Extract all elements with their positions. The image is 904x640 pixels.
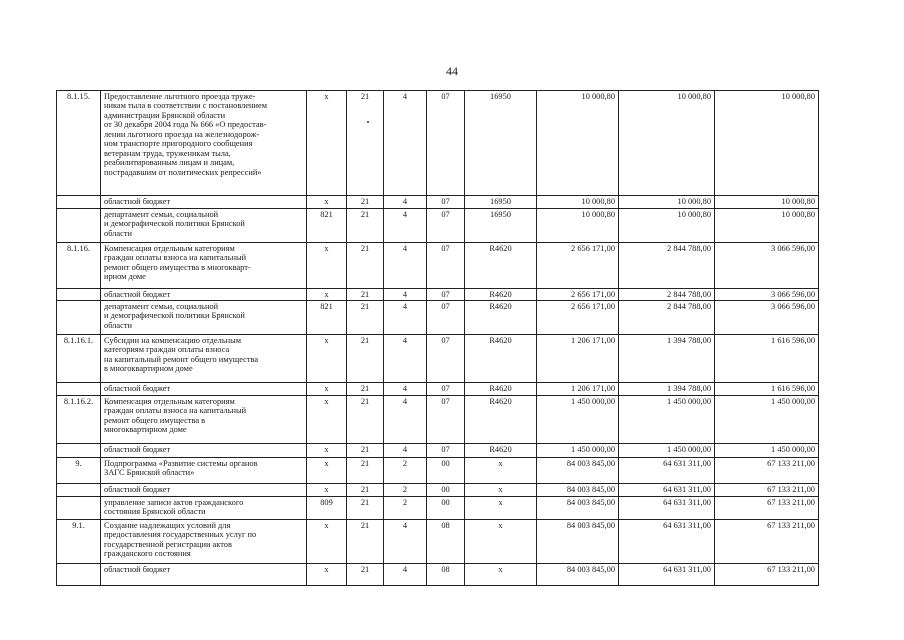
row-code	[57, 444, 101, 458]
row-program: 21	[347, 196, 384, 209]
table-row	[57, 444, 819, 458]
row-program: 21	[347, 243, 384, 289]
row-main-activity: 07	[427, 301, 465, 335]
row-code	[57, 564, 101, 586]
row-description: областной бюджет	[101, 484, 307, 497]
row-code	[57, 301, 101, 335]
row-subprogram: 4	[384, 301, 427, 335]
row-description: областной бюджет	[101, 564, 307, 586]
row-program: 21	[347, 458, 384, 484]
row-grbs: 809	[307, 497, 347, 520]
row-grbs: x	[307, 444, 347, 458]
row-expense-direction: 16950	[465, 91, 537, 196]
row-main-activity: 07	[427, 383, 465, 396]
row-subprogram: 4	[384, 196, 427, 209]
scan-artifact-dot	[367, 121, 369, 123]
row-code	[57, 209, 101, 243]
row-grbs: x	[307, 520, 347, 564]
row-code	[57, 289, 101, 301]
row-expense-direction: x	[465, 564, 537, 586]
row-amount-year1: 84 003 845,00	[537, 458, 619, 484]
row-grbs: x	[307, 458, 347, 484]
row-code: 8.1.15.	[57, 91, 101, 196]
row-amount-year3: 3 066 596,00	[715, 289, 819, 301]
row-code	[57, 383, 101, 396]
row-description: областной бюджет	[101, 444, 307, 458]
row-amount-year1: 2 656 171,00	[537, 289, 619, 301]
row-amount-year2: 10 000,80	[619, 91, 715, 196]
table-row	[57, 243, 819, 289]
row-main-activity: 07	[427, 91, 465, 196]
row-amount-year1: 1 450 000,00	[537, 396, 619, 444]
row-amount-year3: 10 000,80	[715, 196, 819, 209]
row-grbs: x	[307, 484, 347, 497]
row-program: 21	[347, 91, 384, 196]
row-amount-year2: 64 631 311,00	[619, 520, 715, 564]
row-subprogram: 4	[384, 243, 427, 289]
row-amount-year3: 67 133 211,00	[715, 458, 819, 484]
row-grbs: x	[307, 383, 347, 396]
row-grbs: x	[307, 91, 347, 196]
row-subprogram: 2	[384, 484, 427, 497]
row-amount-year3: 67 133 211,00	[715, 520, 819, 564]
row-grbs: x	[307, 396, 347, 444]
row-expense-direction: 16950	[465, 196, 537, 209]
row-grbs: x	[307, 335, 347, 383]
row-program: 21	[347, 383, 384, 396]
row-amount-year2: 1 394 788,00	[619, 383, 715, 396]
row-amount-year1: 10 000,80	[537, 196, 619, 209]
row-main-activity: 07	[427, 289, 465, 301]
row-subprogram: 4	[384, 91, 427, 196]
row-main-activity: 00	[427, 497, 465, 520]
row-description: департамент семьи, социальной и демографической политики Брянской области	[101, 301, 307, 335]
row-amount-year1: 84 003 845,00	[537, 564, 619, 586]
row-code: 9.	[57, 458, 101, 484]
row-amount-year3: 10 000,80	[715, 91, 819, 196]
row-amount-year2: 1 394 788,00	[619, 335, 715, 383]
row-amount-year1: 1 450 000,00	[537, 444, 619, 458]
row-grbs: x	[307, 196, 347, 209]
row-program: 21	[347, 396, 384, 444]
row-amount-year3: 3 066 596,00	[715, 301, 819, 335]
table-row	[57, 209, 819, 243]
row-expense-direction: x	[465, 520, 537, 564]
row-program: 21	[347, 209, 384, 243]
row-main-activity: 07	[427, 196, 465, 209]
table-row	[57, 520, 819, 564]
row-amount-year2: 2 844 788,00	[619, 243, 715, 289]
row-code: 8.1.16.	[57, 243, 101, 289]
row-expense-direction: x	[465, 484, 537, 497]
row-description: областной бюджет	[101, 196, 307, 209]
row-amount-year2: 10 000,80	[619, 209, 715, 243]
row-amount-year1: 84 003 845,00	[537, 520, 619, 564]
row-description: управление записи актов гражданского состояния Брянской области	[101, 497, 307, 520]
row-expense-direction: R4620	[465, 383, 537, 396]
row-program: 21	[347, 301, 384, 335]
row-amount-year2: 64 631 311,00	[619, 484, 715, 497]
row-amount-year3: 1 616 596,00	[715, 335, 819, 383]
row-amount-year2: 64 631 311,00	[619, 497, 715, 520]
row-program: 21	[347, 335, 384, 383]
row-expense-direction: R4620	[465, 243, 537, 289]
row-code	[57, 497, 101, 520]
row-program: 21	[347, 520, 384, 564]
row-subprogram: 4	[384, 444, 427, 458]
table-row	[57, 484, 819, 497]
row-main-activity: 07	[427, 243, 465, 289]
row-amount-year1: 2 656 171,00	[537, 243, 619, 289]
row-expense-direction: x	[465, 497, 537, 520]
table-row	[57, 196, 819, 209]
row-subprogram: 4	[384, 383, 427, 396]
row-main-activity: 08	[427, 564, 465, 586]
row-amount-year3: 67 133 211,00	[715, 484, 819, 497]
row-expense-direction: 16950	[465, 209, 537, 243]
row-program: 21	[347, 497, 384, 520]
row-subprogram: 4	[384, 209, 427, 243]
row-amount-year3: 67 133 211,00	[715, 564, 819, 586]
row-amount-year2: 1 450 000,00	[619, 396, 715, 444]
row-subprogram: 2	[384, 458, 427, 484]
row-main-activity: 07	[427, 444, 465, 458]
row-main-activity: 00	[427, 484, 465, 497]
table-row	[57, 301, 819, 335]
row-expense-direction: R4620	[465, 301, 537, 335]
table-body	[57, 91, 819, 586]
row-program: 21	[347, 444, 384, 458]
row-subprogram: 4	[384, 335, 427, 383]
row-amount-year1: 10 000,80	[537, 209, 619, 243]
row-amount-year2: 1 450 000,00	[619, 444, 715, 458]
table-row	[57, 396, 819, 444]
row-amount-year1: 1 206 171,00	[537, 383, 619, 396]
row-main-activity: 07	[427, 335, 465, 383]
row-description: департамент семьи, социальной и демографической политики Брянской области	[101, 209, 307, 243]
row-amount-year3: 1 450 000,00	[715, 396, 819, 444]
row-program: 21	[347, 289, 384, 301]
table-row	[57, 497, 819, 520]
row-subprogram: 4	[384, 564, 427, 586]
row-subprogram: 4	[384, 289, 427, 301]
table-row	[57, 335, 819, 383]
row-amount-year1: 84 003 845,00	[537, 484, 619, 497]
row-description: Компенсация отдельным категориям граждан оплаты взноса на капитальный ремонт общего имущества в многокварт- ирном доме	[101, 243, 307, 289]
row-grbs: x	[307, 243, 347, 289]
row-expense-direction: R4620	[465, 444, 537, 458]
row-code: 8.1.16.2.	[57, 396, 101, 444]
row-main-activity: 07	[427, 209, 465, 243]
row-amount-year1: 2 656 171,00	[537, 301, 619, 335]
page-number: 44	[446, 64, 458, 78]
table-row	[57, 564, 819, 586]
table-row	[57, 91, 819, 196]
row-subprogram: 2	[384, 497, 427, 520]
row-code: 9.1.	[57, 520, 101, 564]
row-description: областной бюджет	[101, 289, 307, 301]
row-main-activity: 08	[427, 520, 465, 564]
row-subprogram: 4	[384, 520, 427, 564]
row-expense-direction: R4620	[465, 335, 537, 383]
row-expense-direction: R4620	[465, 289, 537, 301]
row-amount-year3: 10 000,80	[715, 209, 819, 243]
row-amount-year2: 64 631 311,00	[619, 564, 715, 586]
row-code	[57, 484, 101, 497]
row-grbs: 821	[307, 209, 347, 243]
row-amount-year1: 84 003 845,00	[537, 497, 619, 520]
budget-table	[56, 90, 819, 586]
row-subprogram: 4	[384, 396, 427, 444]
table-row	[57, 289, 819, 301]
row-amount-year3: 1 450 000,00	[715, 444, 819, 458]
row-description: Создание надлежащих условий для предоставления государственных услуг по государственной регистрации актов гражданского состояния	[101, 520, 307, 564]
row-amount-year2: 10 000,80	[619, 196, 715, 209]
row-program: 21	[347, 484, 384, 497]
row-code: 8.1.16.1.	[57, 335, 101, 383]
table-row	[57, 383, 819, 396]
row-amount-year1: 1 206 171,00	[537, 335, 619, 383]
row-grbs: 821	[307, 301, 347, 335]
row-grbs: x	[307, 289, 347, 301]
row-description: Компенсация отдельным категориям граждан оплаты взноса на капитальный ремонт общего имущества в многоквартирном доме	[101, 396, 307, 444]
row-code	[57, 196, 101, 209]
row-amount-year2: 2 844 788,00	[619, 301, 715, 335]
row-amount-year3: 3 066 596,00	[715, 243, 819, 289]
row-description: Подпрограмма «Развитие системы органов ЗАГС Брянской области»	[101, 458, 307, 484]
row-amount-year2: 2 844 788,00	[619, 289, 715, 301]
row-description: Предоставление льготного проезда труже- никам тыла в соответствии с постановлением администрации Брянской области от 30 декабря 2004 года № 666 «О предостав- лении льготного проезда на железнодорож- ном транспорте пригородного сообщения ветеранам труда, труженикам тыла, реабилитированным лицам и лицам, пострадавшим от политических репрессий»	[101, 91, 307, 196]
row-program: 21	[347, 564, 384, 586]
row-main-activity: 00	[427, 458, 465, 484]
row-main-activity: 07	[427, 396, 465, 444]
table-row	[57, 458, 819, 484]
row-amount-year2: 64 631 311,00	[619, 458, 715, 484]
row-amount-year1: 10 000,80	[537, 91, 619, 196]
row-amount-year3: 67 133 211,00	[715, 497, 819, 520]
row-description: областной бюджет	[101, 383, 307, 396]
row-description: Субсидии на компенсацию отдельным категориям граждан оплаты взноса на капитальный ремонт общего имущества в многоквартирном доме	[101, 335, 307, 383]
row-amount-year3: 1 616 596,00	[715, 383, 819, 396]
row-expense-direction: x	[465, 458, 537, 484]
row-expense-direction: R4620	[465, 396, 537, 444]
row-grbs: x	[307, 564, 347, 586]
